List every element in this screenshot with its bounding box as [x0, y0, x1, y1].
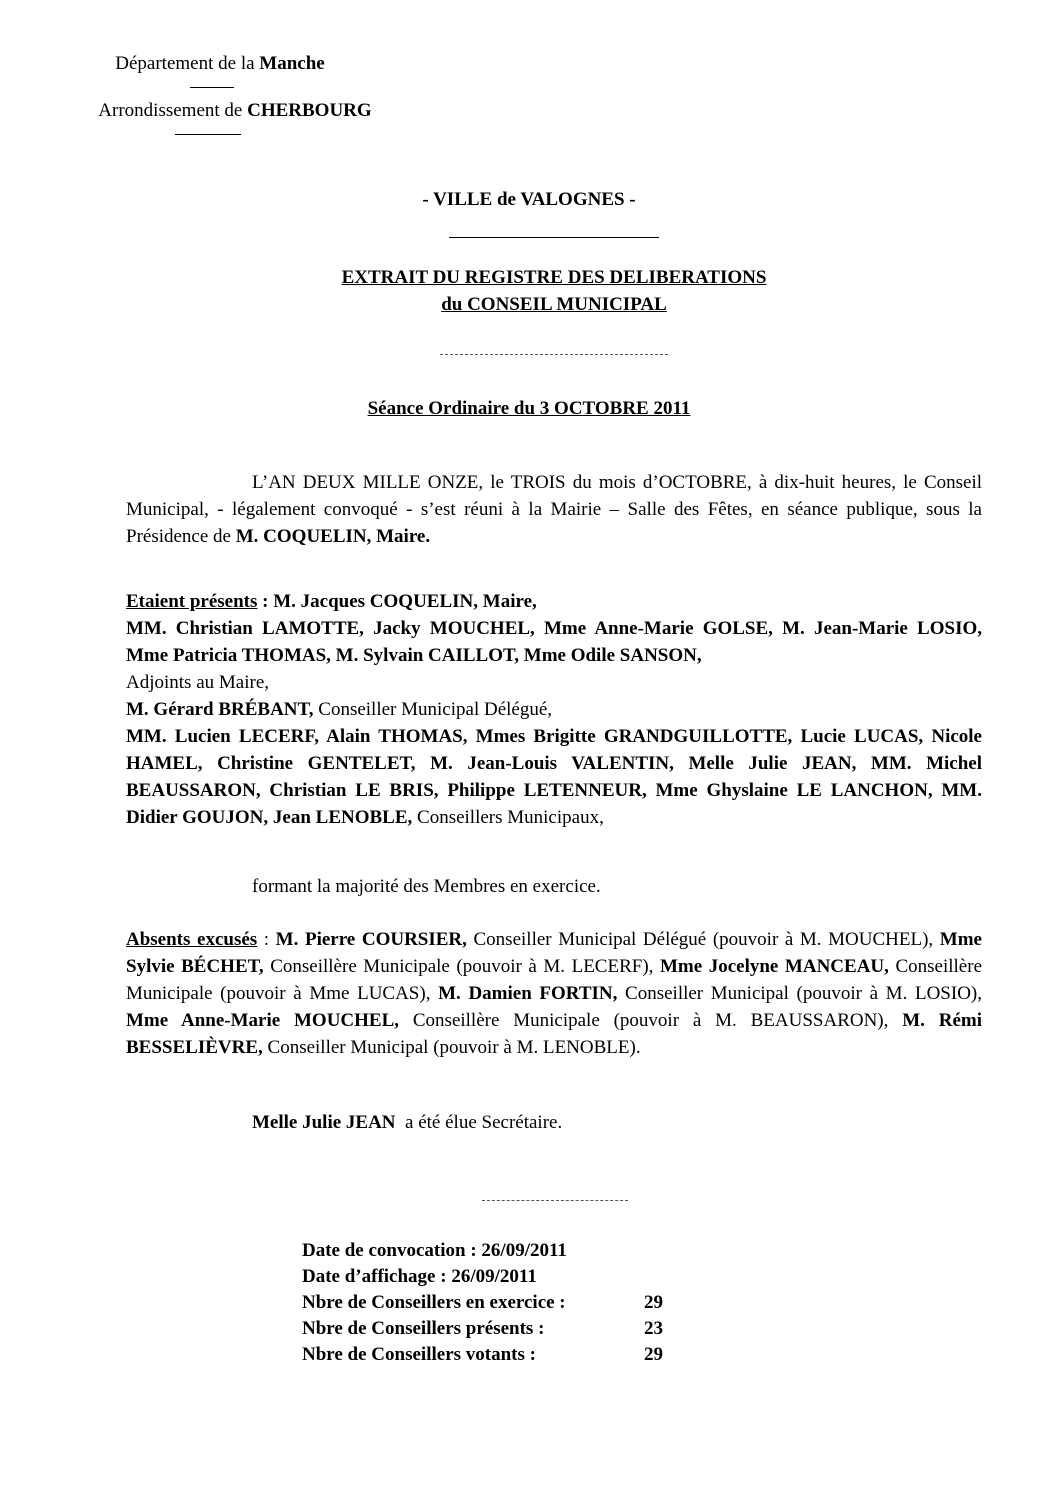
presents-paragraph: Etaient présents : M. Jacques COQUELIN, Maire, MM. Christian LAMOTTE, Jacky MOUCHEL, Mme Anne-Marie GOLSE, M. Jean-Marie LOSIO, Mme Patricia THOMAS, M. Sylvain CAILLOT, Mme Odile SANSON, Adjoints au Maire, M. Gérard BRÉBANT, Conseiller Municipal Délégué, MM. Lucien LECERF, Alain THOMAS, Mmes Brigitte GRANDGUILLOTTE, Lucie LUCAS, Nicole HAMEL, Christine GENTELET, M. Jean-Louis VALENTIN, Melle Julie JEAN, MM. Michel BEAUSSARON, Christian LE BRIS, Philippe LETENNEUR, Mme Ghyslaine LE LANCHON, MM. Didier GOUJON, Jean LENOBLE, Conseillers Municipaux,: [126, 591, 982, 828]
stat-row: Date d’affichage : 26/09/2011: [302, 1266, 537, 1287]
header-rule-2: [175, 134, 241, 135]
department-name: Manche: [259, 53, 325, 74]
stat-row: Nbre de Conseillers votants : 29: [302, 1344, 663, 1365]
department-header: Département de la Manche: [115, 53, 325, 74]
majorite-line: formant la majorité des Membres en exercice.: [252, 876, 601, 897]
maire-name: M. Jacques COQUELIN, Maire,: [273, 591, 537, 612]
arrondissement-header: Arrondissement de CHERBOURG: [98, 100, 372, 121]
president-name: M. COQUELIN, Maire.: [235, 526, 431, 547]
intro-paragraph: L’AN DEUX MILLE ONZE, le TROIS du mois d’OCTOBRE, à dix-huit heures, le Conseil Municipal, - légalement convoqué - s’est réuni à la Mairie – Salle des Fêtes, en séance publique, sous la Présidence de M. COQUELIN, Maire.: [126, 472, 982, 547]
arrondissement-name: CHERBOURG: [247, 100, 372, 121]
seance-title: Séance Ordinaire du 3 OCTOBRE 2011: [367, 398, 691, 419]
conseillers-names: MM. Lucien LECERF, Alain THOMAS, Mmes Brigitte GRANDGUILLOTTE, Lucie LUCAS, Nicole HAMEL, Christine GENTELET, M. Jean-Louis VALENTIN, Melle Julie JEAN, MM. Michel BEAUSSARON, Christian LE BRIS, Philippe LETENNEUR, Mme Ghyslaine LE LANCHON, MM. Didier GOUJON, Jean LENOBLE,: [126, 726, 982, 828]
stat-row: Date de convocation : 26/09/2011: [302, 1240, 567, 1261]
adjoints-names: MM. Christian LAMOTTE, Jacky MOUCHEL, Mme Anne-Marie GOLSE, M. Jean-Marie LOSIO, Mme Patricia THOMAS, M. Sylvain CAILLOT, Mme Odile SANSON,: [126, 618, 982, 666]
adjoints-role: Adjoints au Maire,: [126, 672, 270, 693]
absents-label: Absents excusés: [126, 929, 258, 950]
presents-label: Etaient présents: [126, 591, 258, 612]
delegue-name: M. Gérard BRÉBANT,: [126, 699, 314, 720]
ville-rule: [449, 237, 659, 238]
secretaire-line: Melle Julie JEAN a été élue Secrétaire.: [252, 1112, 563, 1133]
extrait-title-line1: EXTRAIT DU REGISTRE DES DELIBERATIONS: [341, 267, 767, 288]
stat-row: Nbre de Conseillers présents : 23: [302, 1318, 663, 1339]
title-dashed-rule: [440, 354, 668, 355]
footer-dashed-rule: [482, 1200, 628, 1201]
header-rule-1: [190, 87, 234, 88]
seance-stats: [302, 1237, 663, 1367]
stat-row: Nbre de Conseillers en exercice : 29: [302, 1292, 663, 1313]
extrait-title-line2: du CONSEIL MUNICIPAL: [441, 294, 667, 315]
ville-title: - VILLE de VALOGNES -: [422, 189, 636, 210]
secretaire-name: Melle Julie JEAN: [252, 1112, 396, 1133]
absents-paragraph: Absents excusés : M. Pierre COURSIER, Conseiller Municipal Délégué (pouvoir à M. MOUCHEL), Mme Sylvie BÉCHET, Conseillère Municipale (pouvoir à M. LECERF), Mme Jocelyne MANCEAU, Conseillère Municipale (pouvoir à Mme LUCAS), M. Damien FORTIN, Conseiller Municipal (pouvoir à M. LOSIO), Mme Anne-Marie MOUCHEL, Conseillère Municipale (pouvoir à M. BEAUSSARON), M. Rémi BESSELIÈVRE, Conseiller Municipal (pouvoir à M. LENOBLE).: [126, 929, 982, 1058]
